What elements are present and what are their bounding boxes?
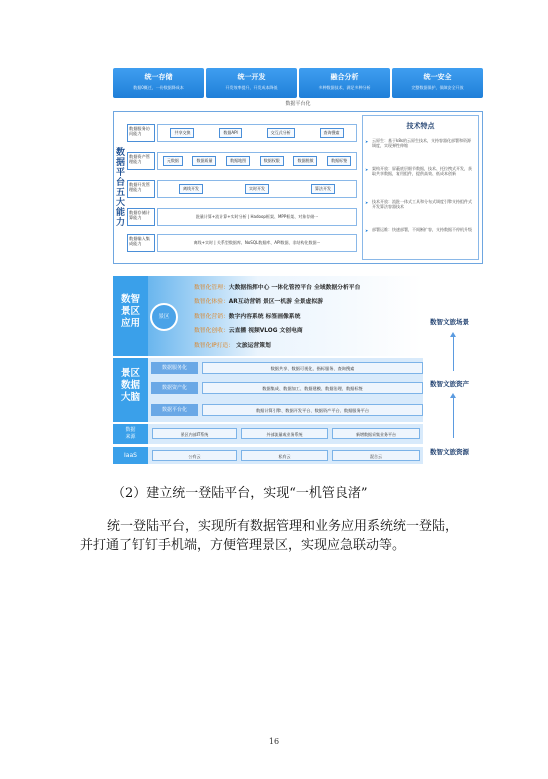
chip: 实时开发 xyxy=(245,184,269,194)
source-box: 外部流量或业务系统 xyxy=(241,428,328,439)
arrow-line xyxy=(453,398,454,438)
app-items: 文旅运营策划 xyxy=(234,343,271,349)
tech-item: 技术开放：流批一体式工具和分布式调度引擎支持组件式开发算法容器技术 xyxy=(372,199,472,210)
cloud-box: 私有云 xyxy=(241,450,328,461)
hub-circle xyxy=(150,303,178,331)
paragraph-line: 并打通了钉钉手机端，方便管理景区，实现应急联动等。 xyxy=(80,538,406,553)
strip-title: 统一安全 xyxy=(423,73,452,81)
page-number: 16 xyxy=(268,737,280,746)
row-label-service: 数据服务访问能力 xyxy=(127,124,155,142)
tech-item: 云原生：基于k8s的云原生技术，支持容器化部署和资源调度，实现弹性伸缩 xyxy=(372,138,471,149)
app-line-experience xyxy=(194,296,323,305)
paragraph-line: 统一登陆平台，实现所有数据管理和业务应用系统统一登陆， xyxy=(107,519,459,534)
label-asset: 数智文旅资产 xyxy=(430,380,469,388)
row-bar-ingest xyxy=(157,234,357,252)
iaas-label: IaaS xyxy=(124,452,137,459)
source-band-title xyxy=(113,424,148,444)
row-label-asset: 数据资产管理能力 xyxy=(127,152,155,170)
row-label-ingest: 数据输入集成能力 xyxy=(127,234,155,252)
row-text: 批量计算+流计算+实时分析 | Hadoop框架、MPP框架、对象存储··· xyxy=(195,214,319,219)
app-line-revenue xyxy=(194,325,303,334)
chip: 共享交换 xyxy=(170,128,194,138)
label-scene: 数智文旅场景 xyxy=(430,318,469,326)
cloud-box: 混合云 xyxy=(332,450,420,461)
brain-tag: 数据服务化 xyxy=(151,362,198,374)
app-line-marketing xyxy=(194,311,300,320)
chip: 离线开发 xyxy=(179,184,203,194)
row-bar-compute xyxy=(157,208,357,226)
brain-tag: 数据资产化 xyxy=(151,382,198,394)
row-label-compute: 数据存储计算能力 xyxy=(127,208,155,226)
label-resource: 数智文旅资源 xyxy=(430,448,469,456)
source-box: 新增数据采集业务平台 xyxy=(332,428,420,439)
brain-title: 景区数据大脑 xyxy=(120,368,140,403)
app-line-ip xyxy=(194,340,271,349)
strip-title: 融合分析 xyxy=(330,73,359,81)
strip-subtitle: 多种数据技术，满足多种分析 xyxy=(318,85,371,90)
chip: 数据脱敏 xyxy=(293,156,317,166)
chip: 元数据 xyxy=(163,156,183,166)
strip-title: 统一存储 xyxy=(144,73,173,81)
app-tag: 数智化管理： xyxy=(194,285,229,291)
chip: 数据地图 xyxy=(226,156,250,166)
tech-item: 部署运维：快速部署，不间断扩容，支持数据不停机升级 xyxy=(372,227,472,232)
source-label: 数据来源 xyxy=(125,427,136,440)
app-items: AR互动营销 景区一机游 全景虚拟游 xyxy=(228,299,323,305)
apps-title: 数智景区应用 xyxy=(120,294,140,329)
brain-band-title xyxy=(113,358,148,422)
row-label-dev: 数据开发管理能力 xyxy=(127,180,155,198)
app-items: 数字内容系统 标签画像系统 xyxy=(228,314,301,320)
row-bar-service xyxy=(157,124,357,142)
chip: 数据质量 xyxy=(192,156,216,166)
strip-subtitle: 完整数据保护，保障安全开放 xyxy=(411,85,464,90)
app-tag: 数智化创收： xyxy=(194,328,229,334)
row-bar-asset xyxy=(157,152,357,170)
apps-band-title xyxy=(113,276,148,356)
chip: 数据权限 xyxy=(260,156,284,166)
app-line-management xyxy=(194,282,360,291)
platform-title: 数据平台五大能力 xyxy=(116,148,126,228)
chip: 交互式分析 xyxy=(267,128,295,138)
app-items: 云直播 视频VLOG 文创电商 xyxy=(228,328,303,334)
app-tag: 数智化IP打造： xyxy=(194,343,234,349)
strip-box-storage xyxy=(113,68,204,98)
brain-tag: 数据平台化 xyxy=(151,404,198,416)
strip-box-analysis xyxy=(299,68,390,98)
iaas-band-title xyxy=(113,447,148,464)
bullet-icon: ➤ xyxy=(365,139,369,144)
section-heading: （2）建立统一登陆平台，实现“一机管良渚” xyxy=(112,486,368,501)
capability-strip xyxy=(113,68,483,98)
strip-box-security xyxy=(392,68,483,98)
hub-label: 景区 xyxy=(158,314,170,320)
chip: 数据标签 xyxy=(327,156,351,166)
chip: 数据API xyxy=(219,128,241,138)
brain-bar: 数据集成、数据加工、数据建模、数据治理、数据标签 xyxy=(202,382,423,394)
bullet-icon: ➤ xyxy=(365,200,369,205)
arrow-line xyxy=(453,337,454,371)
bullet-icon: ➤ xyxy=(365,228,369,233)
tech-panel xyxy=(362,115,479,260)
brain-bar: 数据共享、数据可视化、指标服务、查询搜索 xyxy=(202,362,423,374)
chip: 算法开发 xyxy=(311,184,335,194)
tech-item: 架构开放：屏蔽底层细节数据，技术、托拉拽式开发，获取共享数据，复用组件，提供高效、低成本创新 xyxy=(372,166,472,177)
strip-subtitle: 开发效率提升，开发成本降低 xyxy=(225,85,278,90)
app-tag: 数智化营销： xyxy=(194,314,229,320)
strip-caption: 数据平台化 xyxy=(285,101,311,107)
tech-title: 技术特点 xyxy=(406,122,435,130)
strip-title: 统一开发 xyxy=(237,73,266,81)
strip-box-development xyxy=(206,68,297,98)
cloud-box: 公有云 xyxy=(152,450,237,461)
row-bar-dev xyxy=(157,180,357,198)
app-items: 大数据指挥中心 一体化管控平台 全域数据分析平台 xyxy=(228,285,361,291)
app-tag: 数智化体验： xyxy=(194,299,229,305)
row-text: 离线+实时 | 关系型数据库、NoSQL数据库、API数据、非结构化数据··· xyxy=(193,240,321,245)
source-box: 景区内部IT系统 xyxy=(152,428,237,439)
chip: 查询搜索 xyxy=(320,128,344,138)
brain-bar: 数据计算引擎、数据开发平台、数据资产平台、数据服务平台 xyxy=(202,404,423,416)
bullet-icon: ➤ xyxy=(365,167,369,172)
strip-subtitle: 数据0概迁，一份数据降成本 xyxy=(133,85,184,90)
